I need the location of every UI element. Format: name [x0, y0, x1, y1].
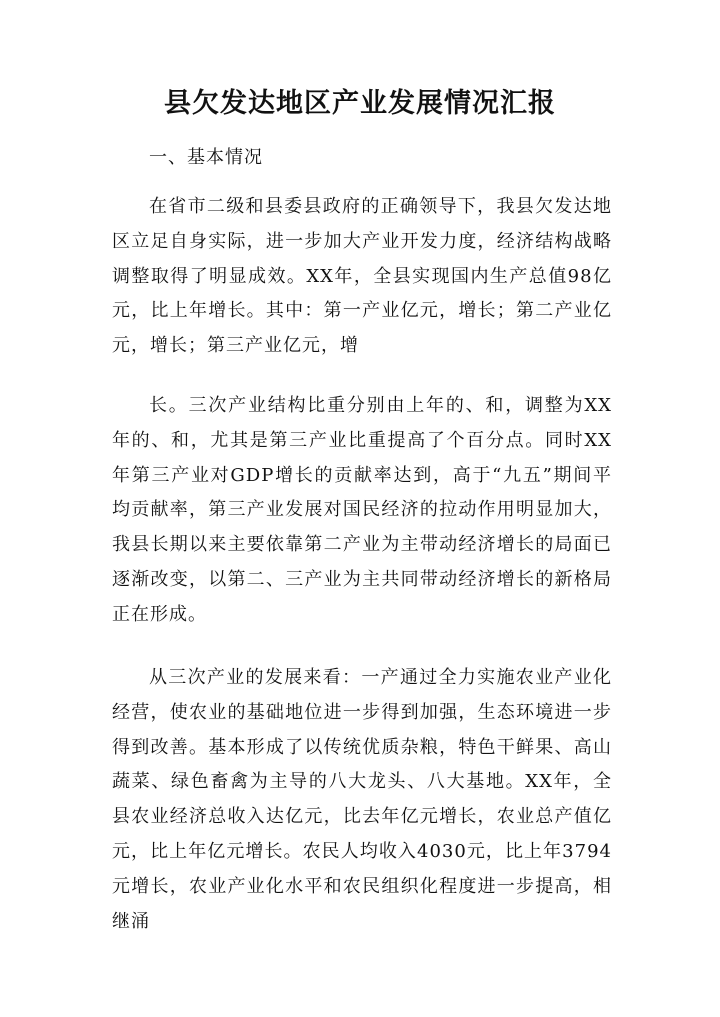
- paragraph-1: 在省市二级和县委县政府的正确领导下，我县欠发达地区立足自身实际，进一步加大产业开发力度，经济结构战略调整取得了明显成效。XX年，全县实现国内生产总值98亿元，比上年增长。其中：第一产业亿元，增长；第二产业亿元，增长；第三产业亿元，增: [112, 196, 612, 357]
- document-title: 县欠发达地区产业发展情况汇报: [164, 88, 556, 119]
- paragraph-3: 从三次产业的发展来看：一产通过全力实施农业产业化经营，使农业的基础地位进一步得到加强，生态环境进一步得到改善。基本形成了以传统优质杂粮，特色干鲜果、高山蔬菜、绿色畜禽为主导的八大龙头、八大基地。XX年，全县农业经济总收入达亿元，比去年亿元增长，农业总产值亿元，比上年亿元增长。农民人均收入4030元，比上年3794元增长，农业产业化水平和农民组织化程度进一步提高，相继涌: [112, 667, 612, 932]
- section-heading: 一、基本情况: [149, 147, 263, 168]
- paragraph-2: 长。三次产业结构比重分别由上年的、和，调整为XX年的、和，尤其是第三产业比重提高了个百分点。同时XX年第三产业对GDP增长的贡献率达到，高于“九五”期间平均贡献率，第三产业发展对国民经济的拉动作用明显加大，我县长期以来主要依靠第二产业为主带动经济增长的局面已逐渐改变，以第二、三产业为主共同带动经济增长的新格局正在形成。: [112, 395, 612, 625]
